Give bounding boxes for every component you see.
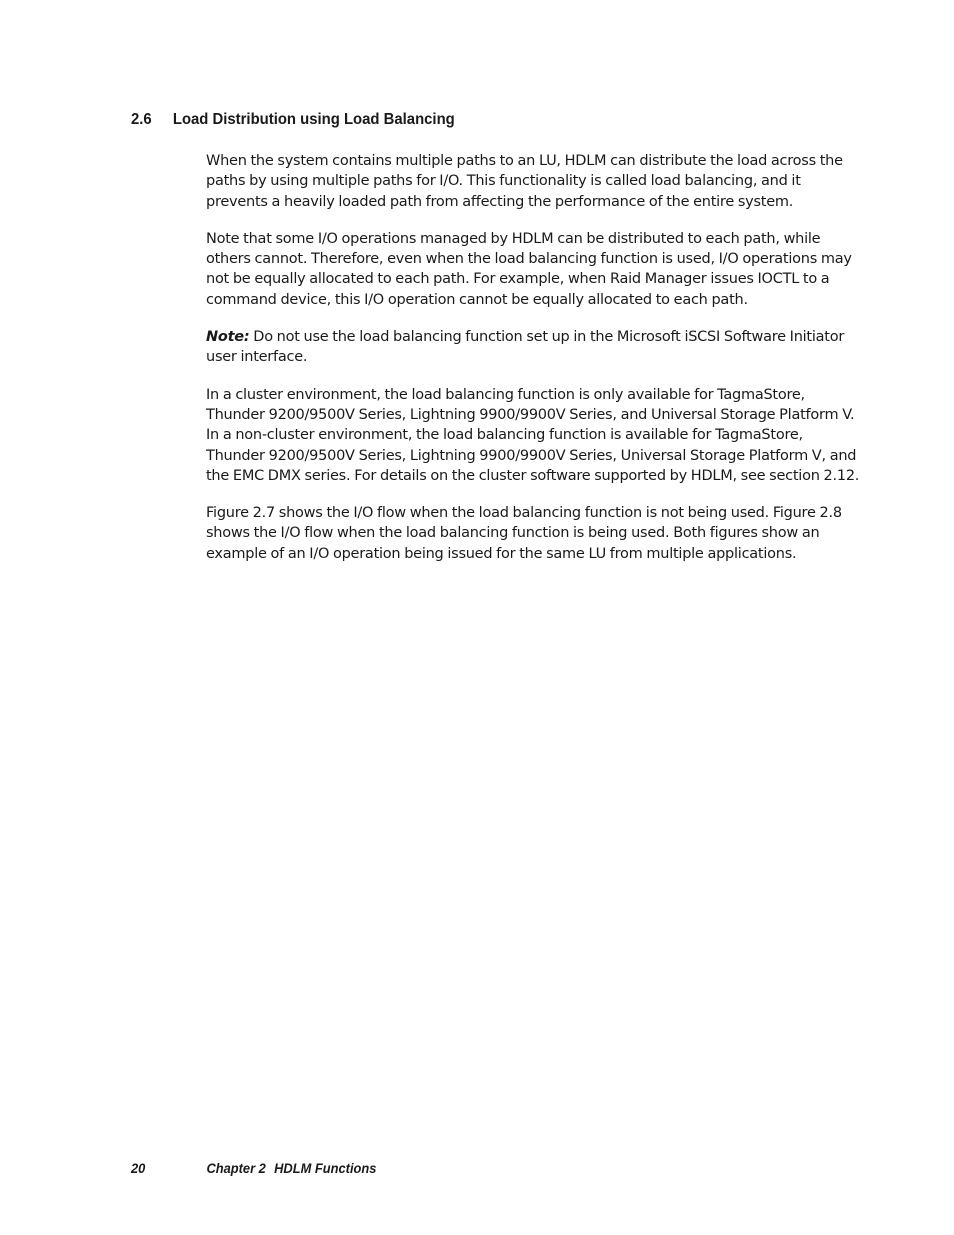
page-number: 20	[131, 1160, 146, 1176]
paragraph-figure-reference: Figure 2.7 shows the I/O flow when the load balancing function is not being used. Figure 2.8 shows the I/O flow when the load balancing function is being used. Both figures show an example of an I/O operation being issued for the same LU from multiple applications.	[206, 505, 842, 562]
page-footer	[131, 1160, 376, 1176]
section-title: Load Distribution using Load Balancing	[172, 111, 455, 128]
note-label: Note:	[206, 329, 250, 346]
footer-chapter-title: HDLM Functions	[274, 1160, 377, 1176]
footer-chapter: Chapter 2	[206, 1160, 266, 1176]
note-text: Do not use the load balancing function set up in the Microsoft iSCSI Software Initiator user interface.	[206, 329, 845, 366]
section-heading	[131, 111, 455, 129]
paragraph-cluster-environment: In a cluster environment, the load balancing function is only available for TagmaStore, Thunder 9200/9500V Series, Lightning 9900/9900V Series, and Universal Storage Platform V. In a non-cluster environment, the load balancing function is available for TagmaStore, Thunder 9200/9500V Series, Lightning 9900/9900V Series, Universal Storage Platform V, and the EMC DMX series. For details on the cluster software supported by HDLM, see section 2.12.	[206, 386, 860, 484]
paragraph-intro: When the system contains multiple paths to an LU, HDLM can distribute the load across the paths by using multiple paths for I/O. This functionality is called load balancing, and it prevents a heavily loaded path from affecting the performance of the entire system.	[206, 153, 843, 210]
paragraph-io-distribution: Note that some I/O operations managed by HDLM can be distributed to each path, while others cannot. Therefore, even when the load balancing function is used, I/O operations may not be equally allocated to each path. For example, when Raid Manager issues IOCTL to a command device, this I/O operation cannot be equally allocated to each path.	[206, 230, 852, 308]
body-text	[206, 151, 862, 581]
section-number: 2.6	[131, 111, 152, 128]
paragraph-note	[206, 327, 862, 368]
